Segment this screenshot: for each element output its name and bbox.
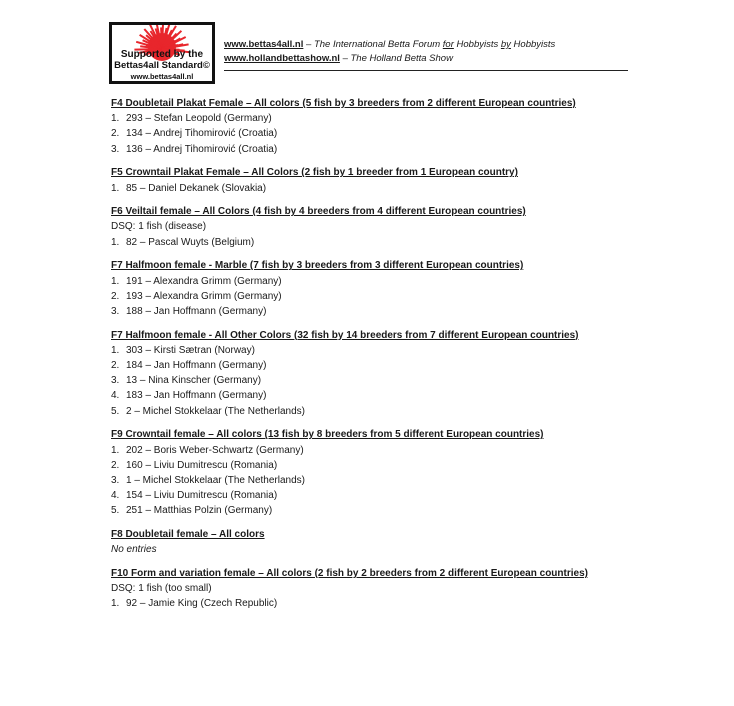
rank-number: 1. (111, 275, 120, 287)
class-section (111, 328, 631, 419)
result-entry (111, 458, 631, 473)
result-entry (111, 343, 631, 358)
logo-line-3: www.bettas4all.nl (130, 72, 194, 81)
entry-text: 1 – Michel Stokkelaar (The Netherlands) (126, 474, 305, 486)
result-entry (111, 388, 631, 403)
entry-text: 85 – Daniel Dekanek (Slovakia) (126, 182, 267, 194)
entry-text: 134 – Andrej Tihomirović (Croatia) (126, 128, 278, 140)
rank-number: 2. (111, 290, 120, 302)
rank-number: 5. (111, 505, 120, 517)
header-line-1 (224, 38, 555, 52)
result-entry (111, 126, 631, 141)
entry-text: 293 – Stefan Leopold (Germany) (126, 113, 272, 125)
result-entry (111, 235, 631, 250)
rank-number: 3. (111, 375, 120, 387)
document-header (224, 38, 555, 66)
class-title: F6 Veiltail female – All Colors (4 fish by 4 breeders from 4 different European countries) (111, 206, 526, 218)
class-title: F7 Halfmoon female - All Other Colors (32 fish by 14 breeders from 7 different European countries) (111, 329, 579, 341)
rank-number: 1. (111, 598, 120, 610)
entry-text: 202 – Boris Weber-Schwartz (Germany) (126, 444, 304, 456)
rank-number: 3. (111, 143, 120, 155)
class-title: F10 Form and variation female – All colors (2 fish by 2 breeders from 2 different European countries) (111, 567, 588, 579)
rank-number: 4. (111, 390, 120, 402)
logo-line-2: Bettas4all Standard© (114, 60, 210, 71)
result-entry (111, 443, 631, 458)
rank-number: 1. (111, 113, 120, 125)
result-entry (111, 373, 631, 388)
bettas4all-logo (109, 22, 215, 84)
rank-number: 5. (111, 405, 120, 417)
entry-text: 184 – Jan Hoffmann (Germany) (126, 360, 267, 372)
entry-text: 13 – Nina Kinscher (Germany) (126, 375, 262, 387)
rank-number: 4. (111, 490, 120, 502)
rank-number: 1. (111, 444, 120, 456)
class-title: F7 Halfmoon female - Marble (7 fish by 3 breeders from 3 different European countries) (111, 260, 524, 272)
class-title: F4 Doubletail Plakat Female – All colors (5 fish by 3 breeders from 2 different European countries) (111, 98, 576, 109)
result-entry (111, 473, 631, 488)
class-title: F5 Crowntail Plakat Female – All Colors (2 fish by 1 breeder from 1 European country) (111, 167, 518, 179)
class-title: F9 Crowntail female – All colors (13 fish by 8 breeders from 5 different European countries) (111, 429, 544, 441)
class-section (111, 204, 631, 250)
result-entry (111, 274, 631, 289)
result-entry (111, 488, 631, 503)
result-entry (111, 181, 631, 196)
result-entry (111, 503, 631, 518)
logo-line-1: Supported by the (120, 49, 204, 60)
class-section (111, 96, 631, 157)
entry-text: 92 – Jamie King (Czech Republic) (126, 598, 278, 610)
entry-text: 136 – Andrej Tihomirović (Croatia) (126, 143, 278, 155)
entry-text: 188 – Jan Hoffmann (Germany) (126, 305, 267, 317)
rank-number: 2. (111, 459, 120, 471)
rank-number: 2. (111, 128, 120, 140)
class-section (111, 258, 631, 319)
bettas4all-link[interactable]: www.bettas4all.nl (224, 39, 304, 50)
header-divider (224, 70, 628, 71)
rank-number: 3. (111, 474, 120, 486)
entry-text: 303 – Kirsti Sætran (Norway) (126, 344, 255, 356)
entry-text: 2 – Michel Stokkelaar (The Netherlands) (126, 405, 305, 417)
entry-text: 154 – Liviu Dumitrescu (Romania) (126, 490, 278, 502)
entry-text: 160 – Liviu Dumitrescu (Romania) (126, 459, 278, 471)
hollandbettashow-link[interactable]: www.hollandbettashow.nl (224, 53, 340, 64)
class-section (111, 165, 631, 195)
entry-text: 183 – Jan Hoffmann (Germany) (126, 390, 267, 402)
entry-text: 82 – Pascal Wuyts (Belgium) (126, 236, 255, 248)
result-entry (111, 289, 631, 304)
forum-tagline: The International Betta Forum for Hobbyists by Hobbyists (313, 39, 556, 50)
header-separator: – (303, 39, 314, 50)
entry-text: 251 – Matthias Polzin (Germany) (126, 505, 273, 517)
result-entry (111, 111, 631, 126)
class-title: F8 Doubletail female – All colors (111, 529, 265, 541)
class-section (111, 566, 631, 612)
rank-number: 1. (111, 236, 120, 248)
result-entry (111, 304, 631, 319)
result-entry (111, 358, 631, 373)
show-tagline: The Holland Betta Show (350, 53, 453, 64)
class-section (111, 527, 631, 557)
entry-text: 191 – Alexandra Grimm (Germany) (126, 275, 282, 287)
results-list (111, 96, 631, 620)
no-entries-note: No entries (111, 544, 157, 556)
rank-number: 1. (111, 182, 120, 194)
entry-text: 193 – Alexandra Grimm (Germany) (126, 290, 282, 302)
rank-number: 3. (111, 305, 120, 317)
header-line-2 (224, 52, 555, 66)
rank-number: 1. (111, 344, 120, 356)
class-section (111, 427, 631, 518)
dsq-note: DSQ: 1 fish (disease) (111, 221, 207, 233)
result-entry (111, 404, 631, 419)
rank-number: 2. (111, 360, 120, 372)
result-entry (111, 142, 631, 157)
dsq-note: DSQ: 1 fish (too small) (111, 583, 212, 595)
header-separator: – (339, 53, 351, 64)
result-entry (111, 596, 631, 611)
